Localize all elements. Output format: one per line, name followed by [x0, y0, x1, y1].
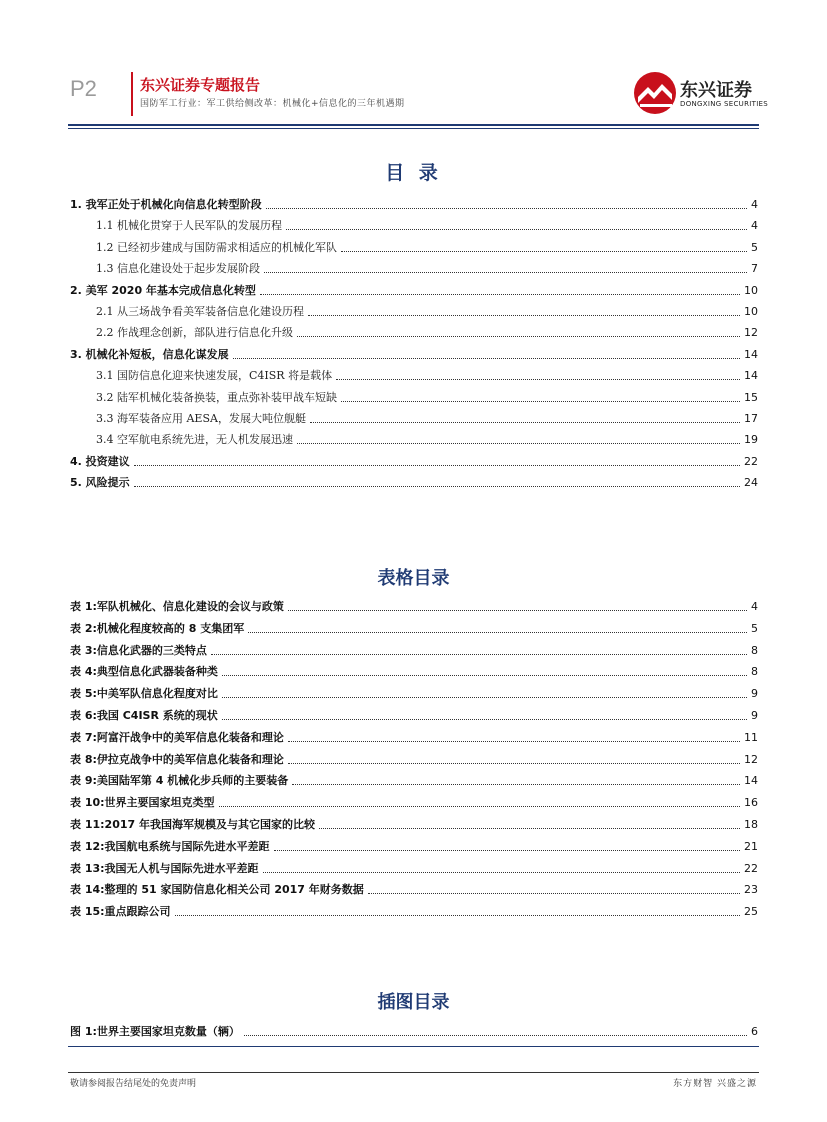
- dot-leader: [336, 378, 740, 380]
- entry-label: 表 9:美国陆军第 4 机械化步兵师的主要装备: [70, 774, 289, 788]
- entry-page-number: 4: [751, 198, 758, 211]
- table-entry[interactable]: [70, 838, 758, 854]
- entry-page-number: 16: [744, 796, 758, 810]
- entry-page-number: 11: [744, 730, 758, 744]
- entry-page-number: 12: [744, 326, 758, 340]
- logo-text-en: DONGXING SECURITIES: [680, 100, 769, 108]
- entry-page-number: 18: [744, 818, 758, 831]
- entry-label: 2.1 从三场战争看美军装备信息化建设历程: [96, 305, 304, 318]
- entry-label: 表 5:中美军队信息化程度对比: [70, 687, 218, 701]
- entry-page-number: 9: [751, 687, 758, 701]
- dot-leader: [264, 271, 747, 273]
- header-rule-thin: [68, 128, 759, 129]
- toc-subentry[interactable]: [96, 389, 758, 405]
- entry-page-number: 9: [751, 709, 758, 722]
- entry-page-number: 7: [751, 262, 758, 276]
- entry-label: 表 6:我国 C4ISR 系统的现状: [70, 709, 218, 722]
- dot-leader: [341, 400, 740, 402]
- entry-label: 1.1 机械化贯穿于人民军队的发展历程: [96, 219, 282, 233]
- entry-label: 表 7:阿富汗战争中的美军信息化装备和理论: [70, 730, 284, 744]
- entry-label: 1.2 已经初步建成与国防需求相适应的机械化军队: [96, 240, 337, 254]
- table-entry[interactable]: [70, 642, 758, 658]
- dot-leader: [266, 207, 747, 209]
- figures-rule: [68, 1046, 759, 1047]
- entry-label: 3.3 海军装备应用 AESA，发展大吨位舰艇: [96, 412, 306, 425]
- entry-page-number: 23: [744, 883, 758, 897]
- dot-leader: [244, 1034, 747, 1036]
- entry-label: 5. 风险提示: [70, 476, 130, 490]
- entry-page-number: 14: [744, 347, 758, 361]
- entry-label: 图 1:世界主要国家坦克数量（辆）: [70, 1025, 240, 1038]
- logo-text-cn: 东兴证券: [680, 80, 752, 101]
- entry-page-number: 10: [744, 283, 758, 297]
- footer-slogan: 东方财智 兴盛之源: [673, 1079, 757, 1089]
- entry-label: 表 2:机械化程度较高的 8 支集团军: [70, 621, 245, 635]
- entry-label: 表 11:2017 年我国海军规模及与其它国家的比较: [70, 818, 315, 831]
- dot-leader: [308, 314, 740, 316]
- entry-page-number: 8: [751, 665, 758, 679]
- entry-label: 2.2 作战理念创新，部队进行信息化升级: [96, 326, 293, 340]
- entry-label: 表 12:我国航电系统与国际先进水平差距: [70, 839, 270, 853]
- table-entry[interactable]: [70, 663, 758, 679]
- toc-entry[interactable]: [70, 282, 758, 298]
- entry-label: 表 4:典型信息化武器装备种类: [70, 665, 218, 679]
- dot-leader: [310, 421, 740, 423]
- entry-label: 3.1 国防信息化迎来快速发展，C4ISR 将是载体: [96, 369, 333, 383]
- entry-page-number: 4: [751, 600, 758, 613]
- entry-page-number: 10: [744, 305, 758, 318]
- dot-leader: [219, 805, 740, 807]
- entry-label: 表 13:我国无人机与国际先进水平差距: [70, 861, 259, 875]
- dot-leader: [319, 827, 740, 829]
- table-entry[interactable]: [70, 794, 758, 810]
- entry-page-number: 25: [744, 905, 758, 919]
- toc-subentry[interactable]: [96, 217, 758, 233]
- entry-page-number: 22: [744, 861, 758, 875]
- dot-leader: [341, 250, 747, 252]
- dot-leader: [248, 631, 747, 633]
- toc-subentry[interactable]: [96, 410, 758, 426]
- dot-leader: [222, 696, 747, 698]
- entry-page-number: 6: [751, 1025, 758, 1038]
- dot-leader: [134, 464, 740, 466]
- figure-entry[interactable]: [70, 1023, 758, 1039]
- entry-page-number: 24: [744, 476, 758, 490]
- toc-subentry[interactable]: [96, 303, 758, 319]
- entry-label: 2. 美军 2020 年基本完成信息化转型: [70, 283, 256, 297]
- entry-label: 表 10:世界主要国家坦克类型: [70, 796, 215, 810]
- entry-page-number: 8: [751, 643, 758, 657]
- report-title: 东兴证券专题报告: [140, 76, 261, 94]
- entry-label: 3.4 空军航电系统先进，无人机发展迅速: [96, 433, 293, 447]
- entry-page-number: 14: [744, 369, 758, 383]
- entry-page-number: 21: [744, 839, 758, 853]
- table-entry[interactable]: [70, 903, 758, 919]
- dot-leader: [288, 740, 740, 742]
- table-entry[interactable]: [70, 598, 758, 614]
- dot-leader: [222, 674, 747, 676]
- table-entry[interactable]: [70, 772, 758, 788]
- entry-label: 表 14:整理的 51 家国防信息化相关公司 2017 年财务数据: [70, 883, 364, 897]
- entry-label: 3.2 陆军机械化装备换装，重点弥补装甲战车短缺: [96, 390, 337, 404]
- entry-page-number: 17: [744, 412, 758, 425]
- toc-subentry[interactable]: [96, 324, 758, 340]
- report-subtitle: 国防军工行业：军工供给侧改革：机械化+信息化的三年机遇期: [140, 99, 405, 109]
- entry-page-number: 15: [744, 390, 758, 404]
- dot-leader: [211, 653, 747, 655]
- toc-subentry[interactable]: [96, 239, 758, 255]
- entry-label: 3. 机械化补短板，信息化谋发展: [70, 347, 229, 361]
- toc-entry[interactable]: [70, 346, 758, 362]
- entry-label: 表 8:伊拉克战争中的美军信息化装备和理论: [70, 752, 284, 766]
- dot-leader: [286, 228, 747, 230]
- dot-leader: [263, 871, 740, 873]
- table-entry[interactable]: [70, 751, 758, 767]
- toc-entry[interactable]: [70, 453, 758, 469]
- figures-list-title: 插图目录: [377, 992, 450, 1013]
- toc-subentry[interactable]: [96, 367, 758, 383]
- entry-label: 1.3 信息化建设处于起步发展阶段: [96, 262, 260, 276]
- entry-label: 表 15:重点跟踪公司: [70, 905, 171, 919]
- page-number: P2: [70, 76, 97, 101]
- table-entry[interactable]: [70, 729, 758, 745]
- header-divider: [131, 72, 133, 116]
- entry-label: 1. 我军正处于机械化向信息化转型阶段: [70, 198, 262, 211]
- entry-page-number: 5: [751, 240, 758, 254]
- table-entry[interactable]: [70, 707, 758, 723]
- dot-leader: [274, 849, 740, 851]
- entry-page-number: 14: [744, 774, 758, 788]
- footer-disclaimer: 敬请参阅报告结尾处的免责声明: [70, 1079, 197, 1089]
- table-entry[interactable]: [70, 620, 758, 636]
- dot-leader: [175, 914, 740, 916]
- toc-entry[interactable]: [70, 196, 758, 212]
- dot-leader: [297, 335, 740, 337]
- dot-leader: [260, 293, 740, 295]
- dot-leader: [134, 485, 740, 487]
- footer-rule: [68, 1072, 759, 1073]
- entry-label: 4. 投资建议: [70, 454, 130, 468]
- dot-leader: [288, 609, 747, 611]
- table-entry[interactable]: [70, 685, 758, 701]
- dot-leader: [292, 783, 740, 785]
- toc-entry[interactable]: [70, 474, 758, 490]
- dot-leader: [288, 762, 740, 764]
- entry-label: 表 1:军队机械化、信息化建设的会议与政策: [70, 600, 284, 613]
- dot-leader: [222, 718, 747, 720]
- entry-page-number: 22: [744, 454, 758, 468]
- header-rule: [68, 124, 759, 126]
- table-entry[interactable]: [70, 881, 758, 897]
- dot-leader: [297, 442, 740, 444]
- toc-title: 目 录: [385, 162, 442, 184]
- logo-emblem-icon: [632, 70, 678, 116]
- table-entry[interactable]: [70, 860, 758, 876]
- entry-page-number: 4: [751, 219, 758, 233]
- tables-list-title: 表格目录: [377, 568, 450, 589]
- entry-page-number: 12: [744, 752, 758, 766]
- table-entry[interactable]: [70, 816, 758, 832]
- toc-subentry[interactable]: [96, 431, 758, 447]
- dot-leader: [368, 892, 740, 894]
- dot-leader: [233, 357, 740, 359]
- entry-label: 表 3:信息化武器的三类特点: [70, 643, 207, 657]
- toc-subentry[interactable]: [96, 260, 758, 276]
- entry-page-number: 19: [744, 433, 758, 447]
- entry-page-number: 5: [751, 621, 758, 635]
